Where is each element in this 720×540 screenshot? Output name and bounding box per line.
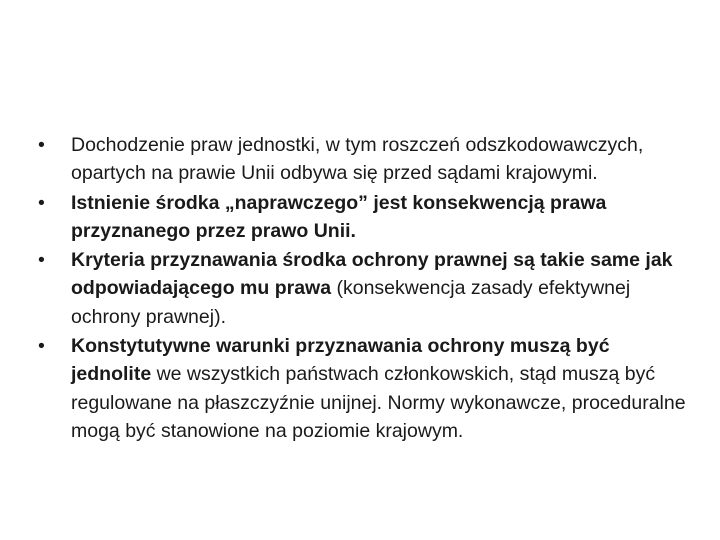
bullet-dot: • <box>38 191 45 214</box>
bullet-2-text: Istnienie środka „naprawczego” jest konsekwencją prawa przyznanego przez prawo Unii. <box>71 191 607 242</box>
bullet-item-4 <box>38 332 688 445</box>
bullet-dot: • <box>38 335 45 358</box>
bullet-3-bold-text: Kryteria przyznawania środka ochrony prawnej są takie same jak odpowiadającego mu prawa <box>71 249 673 300</box>
bullet-1-text: Dochodzenie praw jednostki, w tym roszczeń odszkodowawczych, opartych na prawie Unii odbywa się przed sądami krajowymi. <box>71 134 644 185</box>
bullet-list <box>38 131 688 446</box>
bullet-4-bold-text: Konstytutywne warunki przyznawania ochrony muszą być jednolite <box>71 335 610 386</box>
bullet-item-3 <box>38 246 688 331</box>
bullet-4-normal-text: we wszystkich państwach członkowskich, stąd muszą być regulowane na płaszczyźnie unijnej. Normy wykonawcze, proceduralne mogą być stanowione na poziomie krajowym. <box>71 363 686 442</box>
bullet-item-2 <box>38 189 688 246</box>
bullet-dot: • <box>38 249 45 272</box>
bullet-3-normal-text: (konsekwencja zasady efektywnej ochrony prawnej). <box>71 277 631 328</box>
bullet-item-1 <box>38 131 688 188</box>
bullet-dot: • <box>38 134 45 156</box>
